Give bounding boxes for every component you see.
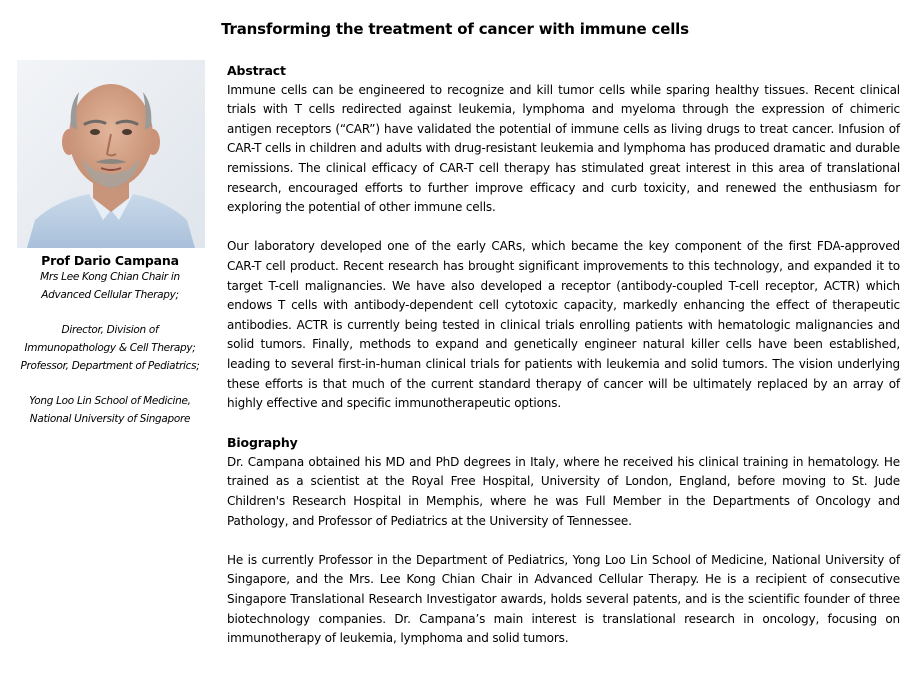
abstract-paragraph: Our laboratory developed one of the early CARs, which became the key component of the first FDA-approved CAR-T cell product. Recent research has brought significant improvements to this technology, and expanded it to target T-cell malignancies. We have also developed a receptor (antibody-coupled T-cell receptor, ACTR) which endows T cells with antibody-dependent cell cytotoxic capacity, markedly enhancing the effect of therapeutic antibodies. ACTR is currently being tested in clinical trials enrolling patients with hematologic malignancies and solid tumors. Finally, methods to expand and genetically engineer natural killer cells have been established, leading to several first-in-human clinical trials for patients with leukemia and solid tumors. The vision underlying these efforts is that much of the current standard therapy of cancer will be ultimately replaced by an array of highly effective and specific immunotherapeutic options. xyxy=(227,239,900,411)
speaker-photo xyxy=(17,60,205,248)
paragraph-spacer xyxy=(227,531,900,551)
speaker-affiliation xyxy=(8,269,212,428)
abstract-heading: Abstract xyxy=(227,63,286,78)
document-title: Transforming the treatment of cancer with immune cells xyxy=(221,20,689,38)
affiliation-line: Mrs Lee Kong Chian Chair in xyxy=(40,271,180,283)
affiliation-line: Yong Loo Lin School of Medicine, xyxy=(29,394,191,407)
affiliation-line: National University of Singapore xyxy=(29,412,191,425)
affiliation-line: Advanced Cellular Therapy; xyxy=(41,288,179,301)
main-content xyxy=(227,61,900,649)
speaker-panel xyxy=(8,60,212,428)
section-spacer xyxy=(227,414,900,434)
biography-heading: Biography xyxy=(227,435,298,451)
paragraph-spacer xyxy=(227,218,900,238)
affiliation-line: Director, Division of xyxy=(61,324,159,337)
affiliation-line: Professor, Department of Pediatrics; xyxy=(20,359,200,372)
affiliation-spacer xyxy=(8,304,212,322)
speaker-name: Prof Dario Campana xyxy=(41,253,179,268)
biography-paragraph: Dr. Campana obtained his MD and PhD degrees in Italy, where he received his clinical training in hematology. He trained as a scientist at the Royal Free Hospital, University of London, England, before moving to St. Jude Children's Research Hospital in Memphis, where he was Full Member in the Departments of Oncology and Pathology, and Professor of Pediatrics at the University of Tennessee. xyxy=(227,454,900,528)
biography-paragraph: He is currently Professor in the Department of Pediatrics, Yong Loo Lin School of Medicine, National University of Singapore, and the Mrs. Lee Kong Chian Chair in Advanced Cellular Therapy. He is a recipient of consecutive Singapore Translational Research Investigator awards, holds several patents, and is the scientific founder of three biotechnology companies. Dr. Campana’s main interest is translational research in oncology, focusing on immunotherapy of leukemia, lymphoma and solid tumors. xyxy=(227,552,900,646)
abstract-paragraph: Immune cells can be engineered to recognize and kill tumor cells while sparing healthy tissues. Recent clinical trials with T cells redirected against leukemia, lymphoma and myeloma through the expression of chimeric antigen receptors (“CAR”) have validated the potential of immune cells as living drugs to treat cancer. Infusion of CAR-T cells in children and adults with drug-resistant leukemia and lymphoma has produced dramatic and durable remissions. The clinical efficacy of CAR-T cell therapy has stimulated great interest in this area of translational research, encouraged efforts to further improve efficacy and curb toxicity, and renewed the enthusiasm for exploring the potential of other immune cells. xyxy=(227,82,900,215)
affiliation-line: Immunopathology & Cell Therapy; xyxy=(24,341,196,354)
affiliation-spacer xyxy=(8,375,212,393)
